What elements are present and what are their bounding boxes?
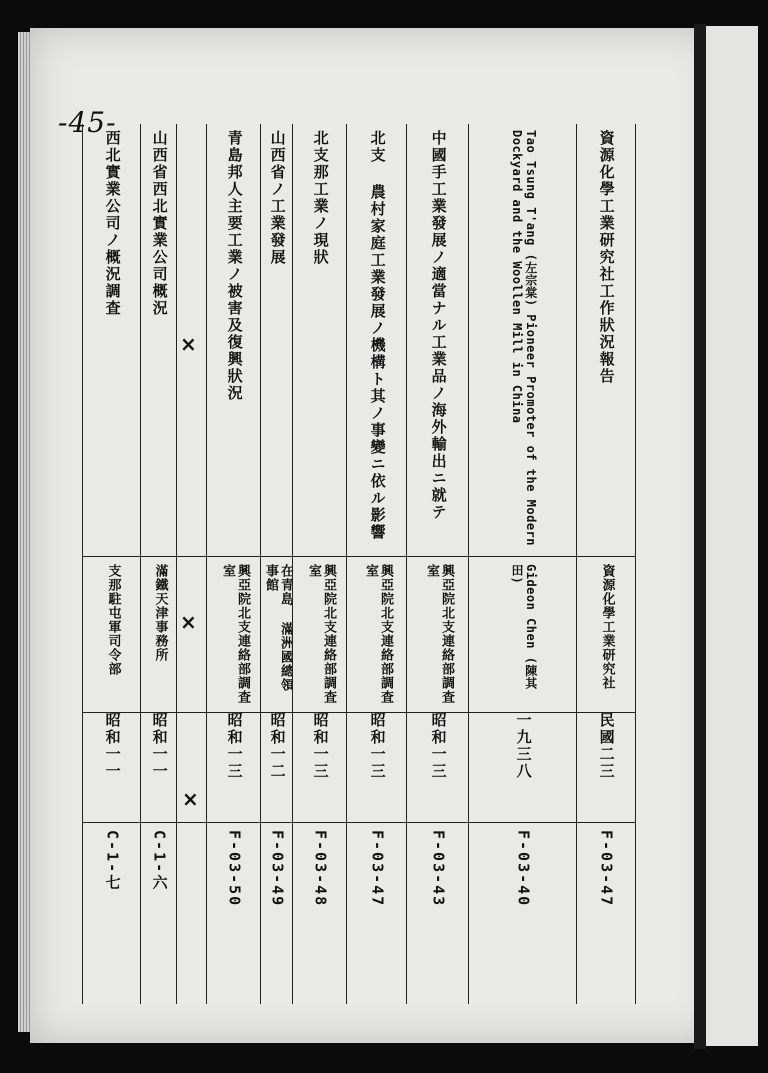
table-row <box>292 124 347 1004</box>
agency-cell <box>141 564 177 704</box>
column-divider <box>82 712 636 713</box>
table-row <box>346 124 407 1004</box>
agency-text: Gideon Chen (陳其田) <box>510 564 538 690</box>
code-text: F-03-47 <box>368 830 387 908</box>
code-cell <box>261 830 293 1000</box>
agency-text: 興亞院北支連絡部調査室 <box>363 564 393 704</box>
title-text: 西北實業公司ノ概況調査 <box>103 130 122 317</box>
date-text: 一九三八 <box>514 712 533 780</box>
date-text: 昭和一三 <box>368 712 387 780</box>
title-cell <box>261 124 293 560</box>
date-text: 昭和一一 <box>103 712 122 780</box>
date-cell <box>207 712 261 822</box>
cross-mark: × <box>180 332 197 356</box>
table-row <box>576 124 636 1004</box>
table-row <box>176 124 207 1004</box>
code-text: C-1-七 <box>103 830 122 892</box>
title-cell <box>577 124 635 560</box>
title-text: 北支那工業ノ現狀 <box>311 130 330 266</box>
page-number: -45- <box>58 106 117 139</box>
date-cell <box>469 712 577 822</box>
date-text: 民國二三 <box>597 712 616 780</box>
date-text: 昭和一一 <box>150 712 169 780</box>
agency-cell <box>407 564 469 704</box>
date-text: 昭和一三 <box>225 712 244 780</box>
agency-text: 興亞院北支連絡部調査室 <box>424 564 454 704</box>
code-text: F-03-49 <box>268 830 287 908</box>
date-cell <box>347 712 407 822</box>
code-cell <box>469 830 577 1000</box>
code-cell <box>577 830 635 1000</box>
title-cell <box>207 124 261 560</box>
title-text: 北支 農村家庭工業發展ノ機構ト其ノ事變ニ依ル影響 <box>368 130 387 541</box>
title-text: 山西省ノ工業發展 <box>268 130 287 266</box>
code-text: C-1-六 <box>150 830 169 892</box>
title-text: 資源化學工業研究社工作狀況報告 <box>597 130 616 385</box>
date-cell <box>261 712 293 822</box>
title-cell <box>347 124 407 560</box>
agency-cell <box>207 564 261 704</box>
cross-mark: × <box>182 787 199 811</box>
code-text: F-03-48 <box>311 830 330 908</box>
table-row <box>206 124 261 1004</box>
agency-text: 資源化學工業研究社 <box>599 564 615 690</box>
agency-cell <box>83 564 141 704</box>
code-text: F-03-40 <box>514 830 533 908</box>
title-text: 山西省西北實業公司概況 <box>150 130 169 317</box>
agency-text: 興亞院北支連絡部調査室 <box>306 564 336 704</box>
agency-cell <box>261 564 293 704</box>
code-cell <box>347 830 407 1000</box>
column-divider <box>82 822 636 823</box>
date-text: 昭和一三 <box>429 712 448 780</box>
table-row <box>140 124 177 1004</box>
code-cell <box>293 830 347 1000</box>
code-cell <box>83 830 141 1000</box>
catalog-table <box>82 124 636 1004</box>
book-spine <box>694 24 706 1049</box>
title-cell <box>293 124 347 560</box>
agency-cell <box>469 564 577 704</box>
code-cell <box>407 830 469 1000</box>
agency-text: 興亞院北支連絡部調査室 <box>220 564 250 704</box>
agency-text: 在青島 滿洲國總領事館 <box>263 564 293 692</box>
date-text: 昭和一二 <box>268 712 287 780</box>
title-cell <box>469 124 577 560</box>
title-cell <box>83 124 141 560</box>
adjacent-page <box>700 26 758 1046</box>
date-cell <box>83 712 141 822</box>
agency-text: 滿鐵天津事務所 <box>152 564 168 662</box>
code-cell <box>207 830 261 1000</box>
code-text: F-03-50 <box>225 830 244 908</box>
table-row <box>260 124 293 1004</box>
table-row <box>468 124 577 1004</box>
title-text: 青島邦人主要工業ノ被害及復興狀況 <box>225 130 244 402</box>
title-text: Tao Tsung T'ang (左宗棠) Pioneer Promoter of the Modern Dockyard and the Woollen Mill in China <box>510 130 538 554</box>
table-row <box>406 124 469 1004</box>
code-text: F-03-43 <box>429 830 448 908</box>
date-text: 昭和一三 <box>311 712 330 780</box>
agency-cell <box>347 564 407 704</box>
date-cell <box>141 712 177 822</box>
date-cell <box>293 712 347 822</box>
table-row <box>82 124 141 1004</box>
agency-cell <box>577 564 635 704</box>
agency-cell <box>293 564 347 704</box>
title-cell <box>141 124 177 560</box>
code-cell <box>141 830 177 1000</box>
title-text: 中國手工業發展ノ適當ナル工業品ノ海外輸出ニ就テ <box>429 130 448 521</box>
agency-text: 支那駐屯軍司令部 <box>105 564 121 676</box>
cross-mark: × <box>180 610 197 634</box>
code-text: F-03-47 <box>597 830 616 908</box>
title-cell <box>407 124 469 560</box>
date-cell <box>577 712 635 822</box>
date-cell <box>407 712 469 822</box>
column-divider <box>82 556 636 557</box>
